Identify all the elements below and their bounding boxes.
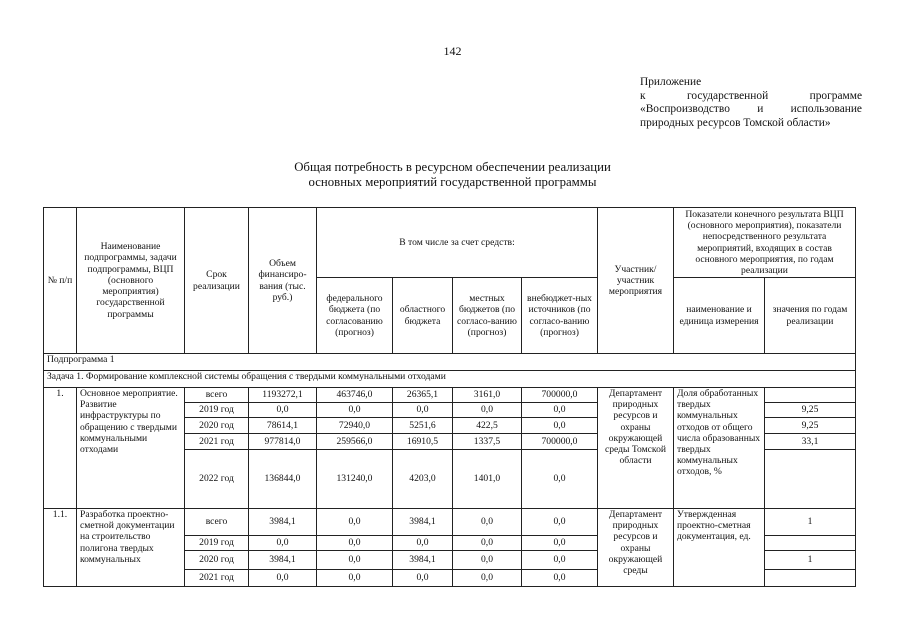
extra-cell: 0,0 (522, 570, 598, 587)
row-number: 1.1. (44, 509, 77, 587)
regional-cell: 3984,1 (393, 509, 453, 536)
extra-cell: 0,0 (522, 509, 598, 536)
page-number: 142 (443, 44, 462, 58)
volume-cell: 78614,1 (249, 418, 317, 434)
local-cell: 0,0 (453, 403, 522, 418)
row-number: 1. (44, 388, 77, 509)
header-federal: федерального бюджета (по согласованию (прогноз) (317, 278, 393, 354)
appendix-note (640, 76, 862, 130)
period-cell: всего (185, 509, 249, 536)
extra-cell: 0,0 (522, 450, 598, 509)
regional-cell: 0,0 (393, 536, 453, 551)
header-extra: внебюджет-ных источников (по согласо-ванию (прогноз) (522, 278, 598, 354)
task-row: Задача 1. Формирование комплексной системы обращения с твердыми коммунальными отходами (44, 371, 856, 388)
indicator-value-cell: 9,25 (765, 403, 856, 418)
document-title (0, 160, 905, 190)
regional-cell: 0,0 (393, 570, 453, 587)
federal-cell: 463746,0 (317, 388, 393, 403)
appendix-line: «Воспроизводство и использование (640, 103, 862, 116)
table-row (44, 388, 856, 403)
header-local: местных бюджетов (по согласо-ванию (прогноз) (453, 278, 522, 354)
period-cell: 2021 год (185, 434, 249, 450)
volume-cell: 0,0 (249, 403, 317, 418)
volume-cell: 0,0 (249, 536, 317, 551)
indicator-name-cell: Доля обработанных твердых коммунальных отходов от общего числа образованных твердых коммунальных отходов, % (674, 388, 765, 509)
header-regional: областного бюджета (393, 278, 453, 354)
appendix-line: к государственной программе (640, 89, 862, 102)
federal-cell: 0,0 (317, 570, 393, 587)
extra-cell: 0,0 (522, 403, 598, 418)
extra-cell: 0,0 (522, 551, 598, 570)
participant-cell: Департамент природных ресурсов и охраны окружающей среды (598, 509, 674, 587)
subprogram-row: Подпрограмма 1 (44, 354, 856, 371)
local-cell: 1337,5 (453, 434, 522, 450)
extra-cell: 700000,0 (522, 388, 598, 403)
table-row (44, 509, 856, 536)
federal-cell: 131240,0 (317, 450, 393, 509)
title-line: основных мероприятий государственной программы (308, 175, 597, 189)
volume-cell: 1193272,1 (249, 388, 317, 403)
indicator-value-cell: 9,25 (765, 418, 856, 434)
header-indicator-values: значения по годам реализации (765, 278, 856, 354)
local-cell: 3161,0 (453, 388, 522, 403)
indicator-value-cell: 33,1 (765, 434, 856, 450)
volume-cell: 136844,0 (249, 450, 317, 509)
activity-name: Разработка проектно-сметной документации на строительство полигона твердых коммунальных (77, 509, 185, 587)
period-cell: 2021 год (185, 570, 249, 587)
title-line: Общая потребность в ресурсном обеспечении реализации (294, 160, 611, 174)
period-cell: 2022 год (185, 450, 249, 509)
indicator-value-cell: 1 (765, 509, 856, 536)
local-cell: 0,0 (453, 551, 522, 570)
extra-cell: 700000,0 (522, 434, 598, 450)
indicator-value-cell (765, 536, 856, 551)
header-sources-group: В том числе за счет средств: (317, 208, 598, 278)
header-volume: Объем финансиро-вания (тыс. руб.) (249, 208, 317, 354)
resource-table (43, 207, 856, 587)
volume-cell: 3984,1 (249, 551, 317, 570)
extra-cell: 0,0 (522, 418, 598, 434)
header-participant: Участник/ участник мероприятия (598, 208, 674, 354)
indicator-value-cell (765, 388, 856, 403)
indicator-value-cell: 1 (765, 551, 856, 570)
local-cell: 0,0 (453, 509, 522, 536)
local-cell: 0,0 (453, 570, 522, 587)
header-num: № п/п (44, 208, 77, 354)
header-indicators-group: Показатели конечного результата ВЦП (основного мероприятия), показатели непосредственного результата мероприятий, входящих в состав основного мероприятия, по годам реализации (674, 208, 856, 278)
volume-cell: 3984,1 (249, 509, 317, 536)
local-cell: 1401,0 (453, 450, 522, 509)
header-indicator-name: наименование и единица измерения (674, 278, 765, 354)
indicator-name-cell: Утвержденная проектно-сметная документация, ед. (674, 509, 765, 587)
volume-cell: 977814,0 (249, 434, 317, 450)
volume-cell: 0,0 (249, 570, 317, 587)
period-cell: всего (185, 388, 249, 403)
federal-cell: 0,0 (317, 509, 393, 536)
federal-cell: 0,0 (317, 403, 393, 418)
regional-cell: 5251,6 (393, 418, 453, 434)
local-cell: 0,0 (453, 536, 522, 551)
header-name: Наименование подпрограммы, задачи подпрограммы, ВЦП (основного мероприятия) государственной программы (77, 208, 185, 354)
period-cell: 2019 год (185, 403, 249, 418)
appendix-line: природных ресурсов Томской области» (640, 116, 831, 129)
regional-cell: 3984,1 (393, 551, 453, 570)
activity-name: Основное мероприятие. Развитие инфраструктуры по обращению с твердыми коммунальными отходами (77, 388, 185, 509)
period-cell: 2019 год (185, 536, 249, 551)
federal-cell: 72940,0 (317, 418, 393, 434)
federal-cell: 0,0 (317, 536, 393, 551)
regional-cell: 4203,0 (393, 450, 453, 509)
federal-cell: 0,0 (317, 551, 393, 570)
indicator-value-cell (765, 450, 856, 509)
period-cell: 2020 год (185, 418, 249, 434)
extra-cell: 0,0 (522, 536, 598, 551)
local-cell: 422,5 (453, 418, 522, 434)
federal-cell: 259566,0 (317, 434, 393, 450)
appendix-line: Приложение (640, 76, 702, 88)
regional-cell: 16910,5 (393, 434, 453, 450)
indicator-value-cell (765, 570, 856, 587)
period-cell: 2020 год (185, 551, 249, 570)
regional-cell: 0,0 (393, 403, 453, 418)
header-period: Срок реализации (185, 208, 249, 354)
participant-cell: Департамент природных ресурсов и охраны окружающей среды Томской области (598, 388, 674, 509)
regional-cell: 26365,1 (393, 388, 453, 403)
